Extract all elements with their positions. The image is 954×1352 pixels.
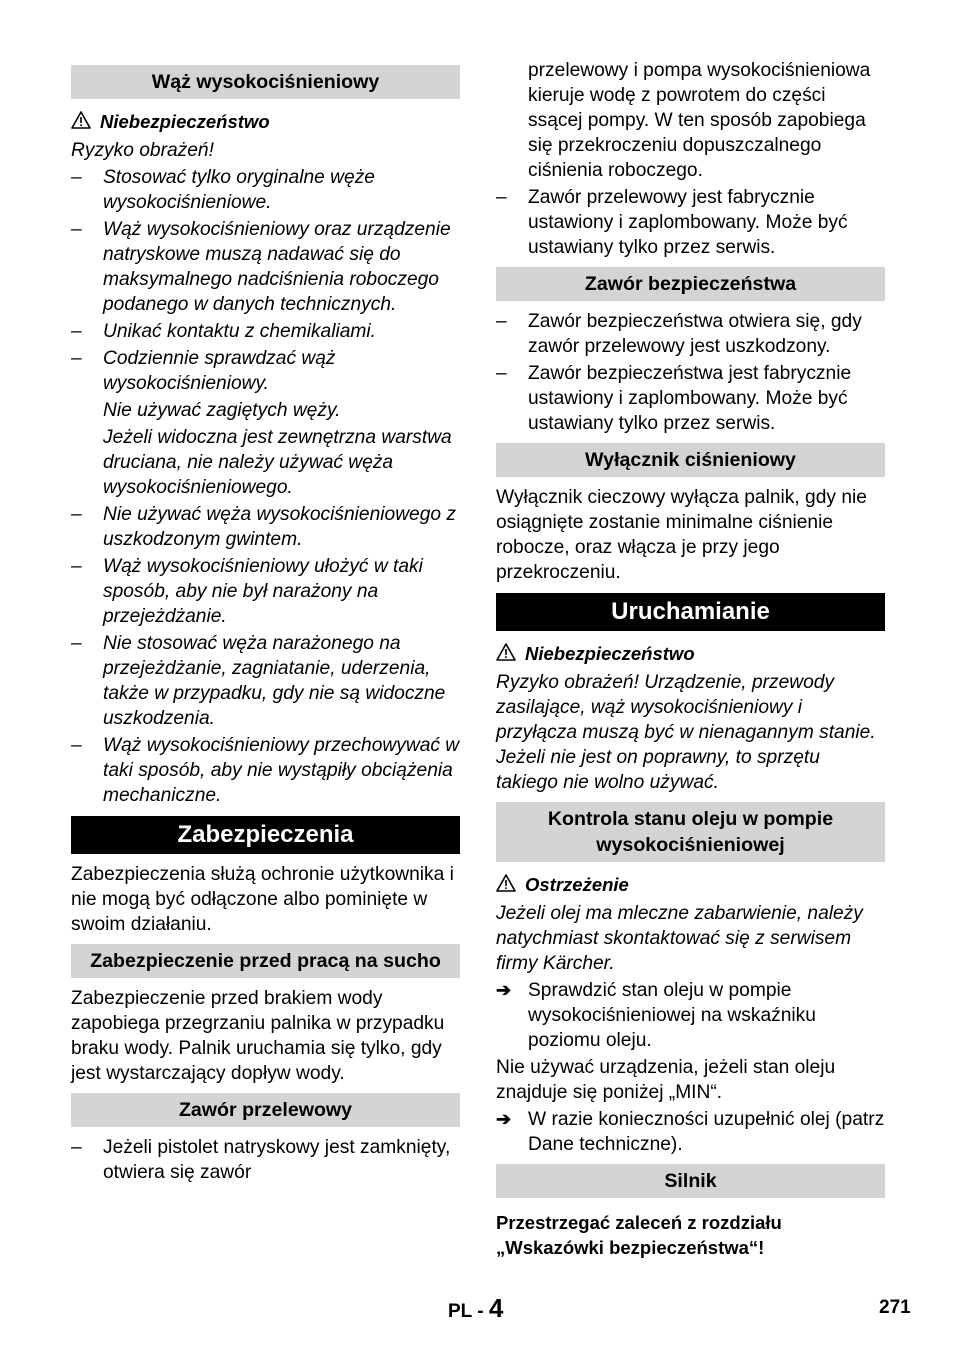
list-item-text: Stosować tylko oryginalne węże wysokociśnieniowe.: [103, 167, 375, 213]
left-column: [71, 58, 460, 1187]
list-item-text: Codziennie sprawdzać wąż wysokociśnieniowy.: [103, 348, 336, 394]
danger-label: Niebezpieczeństwo: [100, 111, 270, 132]
instruction-step: [496, 1107, 885, 1157]
dash-marker: –: [71, 321, 82, 342]
list-item-text: Nie stosować węża narażonego na przejeżdżanie, zagniatanie, uderzenia, także w przypadku, gdy nie są widoczne uszkodzenia.: [103, 633, 446, 729]
instruction-step-text: W razie konieczności uzupełnić olej (patrz Dane techniczne).: [528, 1109, 885, 1155]
warning-triangle-icon: [71, 111, 91, 129]
list-item-continuation: Jeżeli widoczna jest zewnętrzna warstwa druciana, nie należy używać węża wysokociśnieniowego.: [103, 427, 452, 498]
list-item: [71, 554, 460, 629]
section-heading-overflow-valve: Zawór przelewowy: [71, 1093, 460, 1127]
footer-section-label: [448, 1294, 503, 1326]
danger-label: Niebezpieczeństwo: [525, 643, 695, 664]
chapter-heading-start-up: Uruchamianie: [496, 593, 885, 631]
start-up-warning-text: Ryzyko obrażeń! Urządzenie, przewody zasilające, wąż wysokociśnieniowy i przyłącza muszą być w nienagannym stanie. Jeżeli nie jest on poprawny, to sprzętu takiego nie wolno używać.: [496, 672, 876, 793]
risk-text: Ryzyko obrażeń!: [71, 140, 214, 161]
danger-notice: [71, 109, 460, 134]
dash-marker: –: [71, 167, 82, 188]
list-item: [71, 733, 460, 808]
list-item: [71, 1135, 460, 1185]
section-heading-hose: Wąż wysokociśnieniowy: [71, 65, 460, 99]
motor-paragraph: Przestrzegać zaleceń z rozdziału „Wskazówki bezpieczeństwa“!: [496, 1212, 782, 1258]
footer-separator: -: [477, 1301, 484, 1322]
oil-note: Nie używać urządzenia, jeżeli stan oleju znajduje się poniżej „MIN“.: [496, 1057, 836, 1103]
arrow-right-icon: ➔: [496, 980, 512, 1000]
footer-language: PL: [448, 1301, 472, 1322]
list-item-text: Nie używać węża wysokociśnieniowego z uszkodzonym gwintem.: [103, 504, 456, 550]
list-item: [71, 502, 460, 552]
list-item-text: Zawór bezpieczeństwa otwiera się, gdy zawór przelewowy jest uszkodzony.: [528, 311, 862, 357]
section-heading-oil-check: Kontrola stanu oleju w pompie wysokociśnieniowej: [496, 802, 885, 862]
warning-triangle-icon: [496, 874, 516, 892]
dash-marker: –: [71, 219, 82, 240]
dash-marker: –: [71, 1137, 82, 1158]
list-item-text: Wąż wysokociśnieniowy przechowywać w taki sposób, aby nie wystąpiły obciążenia mechaniczne.: [103, 735, 460, 806]
section-heading-safety-valve: Zawór bezpieczeństwa: [496, 267, 885, 301]
list-item-text: Jeżeli pistolet natryskowy jest zamknięty, otwiera się zawór: [103, 1137, 451, 1183]
dash-marker: –: [71, 556, 82, 577]
caution-label: Ostrzeżenie: [525, 874, 629, 895]
page-number: 271: [879, 1297, 911, 1318]
list-item-text: Wąż wysokociśnieniowy oraz urządzenie natryskowe muszą nadawać się do maksymalnego nadciśnienia roboczego podanego w danych technicznych.: [103, 219, 451, 315]
instruction-step-text: Sprawdzić stan oleju w pompie wysokociśnieniowej na wskaźniku poziomu oleju.: [528, 980, 816, 1051]
footer-section-number: 4: [488, 1293, 504, 1323]
danger-notice: [496, 641, 885, 666]
dash-marker: –: [496, 363, 507, 384]
list-item: [71, 346, 460, 396]
list-item-text: Zawór przelewowy jest fabrycznie ustawiony i zaplombowany. Może być ustawiany tylko przez serwis.: [528, 187, 848, 258]
dash-marker: –: [71, 504, 82, 525]
list-item: [71, 217, 460, 317]
list-item: [496, 309, 885, 359]
list-item: [496, 185, 885, 260]
list-item-text: Zawór bezpieczeństwa jest fabrycznie ustawiony i zaplombowany. Może być ustawiany tylko przez serwis.: [528, 363, 852, 434]
list-item: [71, 631, 460, 731]
list-item-continuation: przelewowy i pompa wysokociśnieniowa kieruje wodę z powrotem do części ssącej pompy. W ten sposób zapobiega się przekroczeniu dopuszczalnego ciśnienia roboczego.: [528, 60, 871, 181]
dash-marker: –: [71, 633, 82, 654]
list-item-text: Wąż wysokociśnieniowy ułożyć w taki sposób, aby nie był narażony na przejeżdżanie.: [103, 556, 423, 627]
oil-warning-text: Jeżeli olej ma mleczne zabarwienie, należy natychmiast skontaktować się z serwisem firmy Kärcher.: [496, 903, 863, 974]
dash-marker: –: [496, 311, 507, 332]
list-item-continuation: Nie używać zagiętych węży.: [103, 400, 341, 421]
safety-paragraph: Zabezpieczenia służą ochronie użytkownika i nie mogą być odłączone albo pominięte w swoim działaniu.: [71, 864, 454, 935]
chapter-heading-safety: Zabezpieczenia: [71, 816, 460, 854]
right-column: [496, 58, 885, 1260]
caution-notice: [496, 872, 885, 897]
list-item: [71, 319, 460, 344]
list-item: [496, 361, 885, 436]
instruction-step: [496, 978, 885, 1053]
warning-triangle-icon: [496, 643, 516, 661]
arrow-right-icon: ➔: [496, 1109, 512, 1129]
dash-marker: –: [71, 735, 82, 756]
list-item-text: Unikać kontaktu z chemikaliami.: [103, 321, 376, 342]
section-heading-motor: Silnik: [496, 1164, 885, 1198]
section-heading-pressure-switch: Wyłącznik ciśnieniowy: [496, 443, 885, 477]
list-item: [71, 165, 460, 215]
section-heading-dry-run: Zabezpieczenie przed pracą na sucho: [71, 944, 460, 978]
dash-marker: –: [71, 348, 82, 369]
pressure-switch-paragraph: Wyłącznik cieczowy wyłącza palnik, gdy nie osiągnięte zostanie minimalne ciśnienie robocze, oraz włącza je przy jego przekroczeniu.: [496, 487, 867, 583]
dash-marker: –: [496, 187, 507, 208]
dry-run-paragraph: Zabezpieczenie przed brakiem wody zapobiega przegrzaniu palnika w przypadku braku wody. Palnik uruchamia się tylko, gdy jest wystarczający dopływ wody.: [71, 988, 445, 1084]
